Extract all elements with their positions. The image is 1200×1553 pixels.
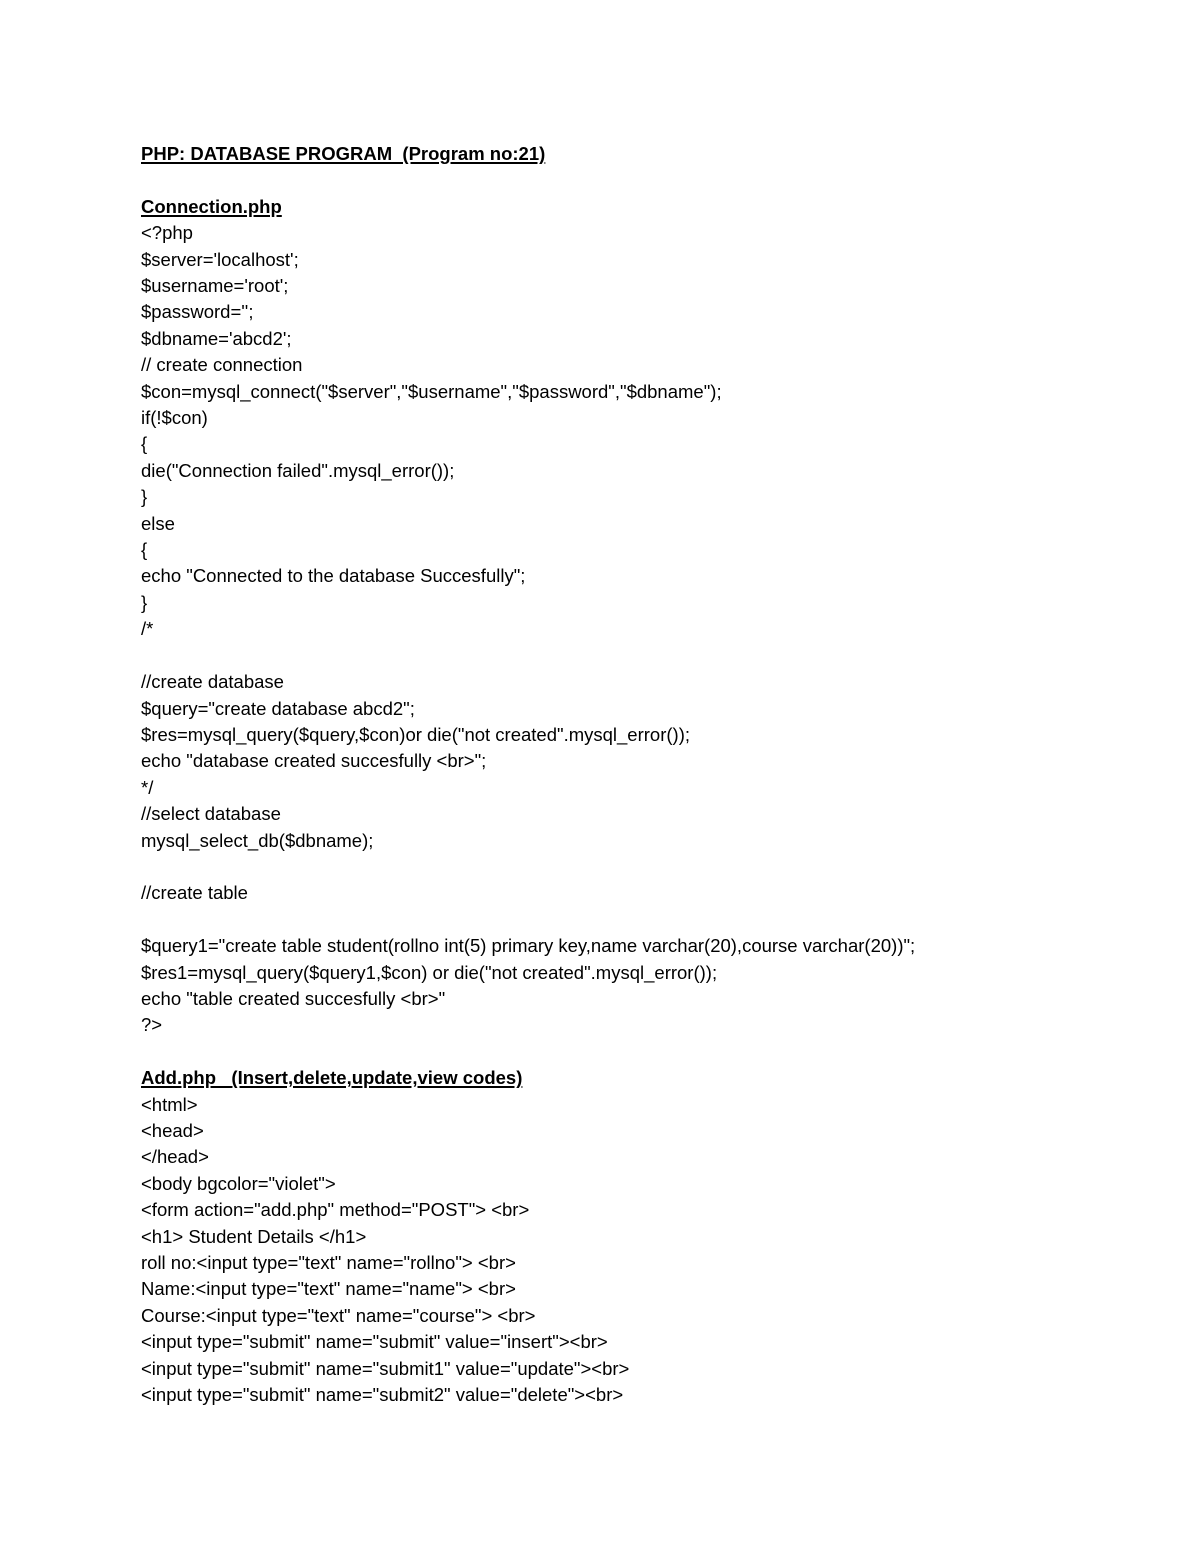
code-line: <?php [141,222,193,244]
code-line: { [141,433,148,455]
code-line: <form action="add.php" method="POST"> <br> [141,1199,530,1221]
code-line: $res=mysql_query($query,$con)or die("not created".mysql_error()); [141,723,690,745]
section-connection [141,194,1101,1039]
code-line: die("Connection failed".mysql_error()); [141,459,455,481]
code-line: //create table [141,882,248,904]
code-line: <body bgcolor="violet"> [141,1172,336,1194]
code-line: <input type="submit" name="submit2" value="delete"><br> [141,1384,624,1406]
code-line: <input type="submit" name="submit1" value="update"><br> [141,1357,630,1379]
section-heading: Add.php (Insert,delete,update,view codes) [141,1067,523,1089]
code-line: if(!$con) [141,407,208,429]
section-add [141,1065,1101,1408]
code-line: </head> [141,1146,209,1168]
section-heading: Connection.php [141,195,282,217]
code-line [141,854,1101,880]
code-line: } [141,486,148,508]
code-line [141,643,1101,669]
spacer [141,167,1101,193]
code-block [141,220,1101,1039]
code-line: ?> [141,1014,163,1036]
code-line: echo "database created succesfully <br>"; [141,750,487,772]
code-line: $con=mysql_connect("$server","$username","$password","$dbname"); [141,380,722,402]
code-line: <html> [141,1093,198,1115]
document-page [141,141,1101,1408]
code-line: $username='root'; [141,275,289,297]
code-line: $dbname='abcd2'; [141,327,292,349]
document-title: PHP: DATABASE PROGRAM (Program no:21) [141,143,546,164]
code-line: */ [141,776,154,798]
code-line: echo "Connected to the database Succesfully"; [141,565,526,587]
code-line: mysql_select_db($dbname); [141,829,374,851]
code-line: $query1="create table student(rollno int(5) primary key,name varchar(20),course varchar(20))"; [141,935,916,957]
code-line: <head> [141,1119,204,1141]
code-line: $password=''; [141,301,254,323]
code-line: { [141,539,148,561]
code-line: Name:<input type="text" name="name"> <br> [141,1278,516,1300]
code-line [141,907,1101,933]
code-line: roll no:<input type="text" name="rollno"> <br> [141,1251,516,1273]
code-line: /* [141,618,154,640]
code-block [141,1092,1101,1409]
code-line: Course:<input type="text" name="course"> <br> [141,1304,536,1326]
code-line: else [141,512,175,534]
code-line: } [141,591,148,613]
code-line: $res1=mysql_query($query1,$con) or die("not created".mysql_error()); [141,961,718,983]
code-line: //select database [141,803,281,825]
spacer [141,1039,1101,1065]
code-line: $query="create database abcd2"; [141,697,415,719]
code-line: //create database [141,671,284,693]
code-line: // create connection [141,354,303,376]
code-line: $server='localhost'; [141,248,299,270]
code-line: <h1> Student Details </h1> [141,1225,367,1247]
code-line: <input type="submit" name="submit" value="insert"><br> [141,1331,608,1353]
code-line: echo "table created succesfully <br>" [141,987,446,1009]
